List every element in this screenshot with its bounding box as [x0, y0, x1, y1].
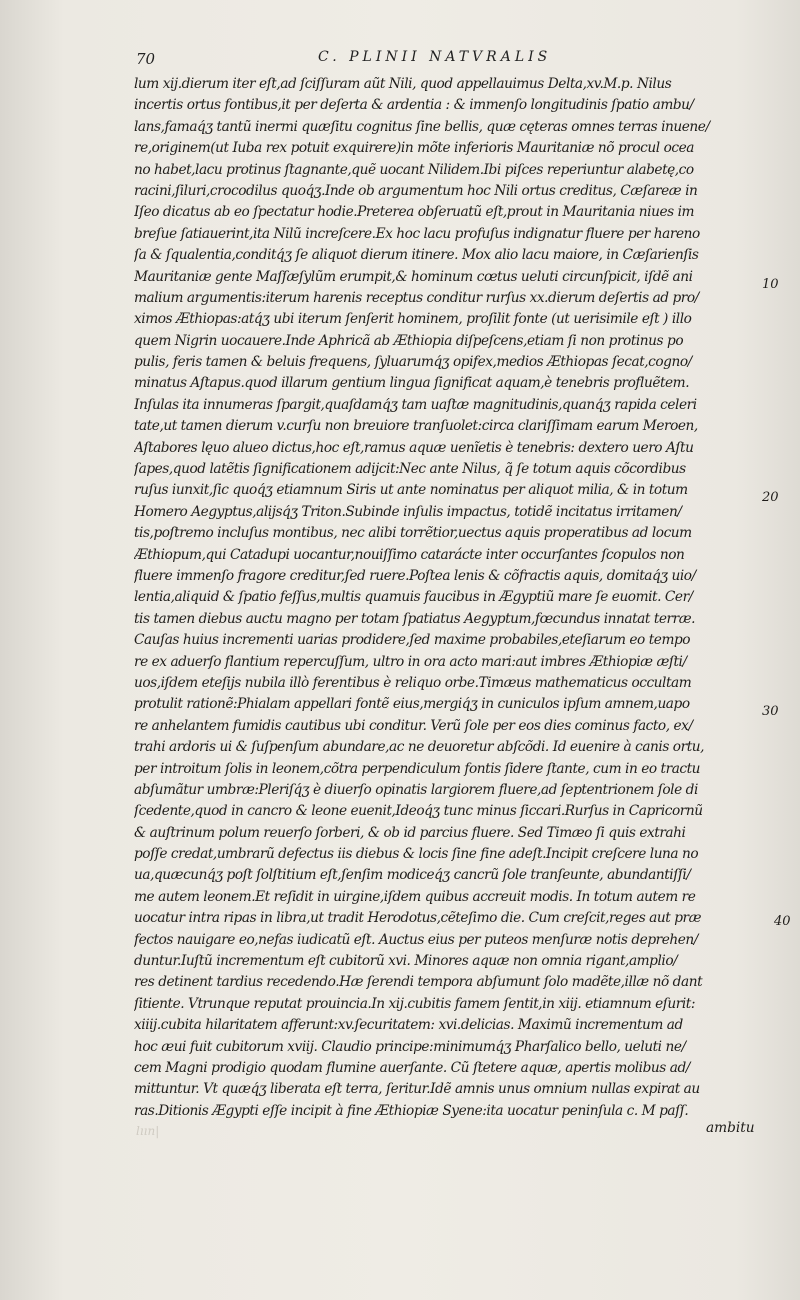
- text-line: ſcedente,quod in cancro & leone euenit,Ideoq́ʒ tunc minus ſiccari.Rurſus in Capricornũ: [134, 803, 703, 820]
- text-line: ras.Ditionis Ægypti eſſe incipit à fine Æthiopiæ Syene:ita uocatur peninſula c. M paſſ.: [134, 1102, 689, 1119]
- main-text-block: [134, 74, 762, 1122]
- text-line: per introitum ſolis in leonem,cõtra perpendiculum fontis ſidere ſtante, cum in eo tractu: [134, 760, 701, 777]
- line-number-10: 10: [762, 277, 779, 292]
- text-line: re,originem(ut Iuba rex potuit exquirere)in mõte inferioris Mauritaniæ nõ procul ocea: [134, 140, 694, 157]
- text-line: me autem leonem.Et reſidit in uirgine,iſdem quibus accreuit modis. In totum autem re: [134, 888, 696, 905]
- text-line: fluere immenſo fragore creditur,ſed ruere.Poſtea lenis & cõfractis aquis, domitaq́ʒ uio/: [134, 567, 696, 584]
- text-line: tis tamen diebus auctu magno per totam ſpatiatus Aegyptum,fœcundus innatat terræ.: [134, 610, 696, 627]
- text-line: ſapes,quod latẽtis ſignificationem adijcit:Nec ante Nilus, q̃ ſe totum aquis cõcordibus: [134, 461, 686, 478]
- text-line: Æthiopum,qui Catadupi uocantur,nouiſſimo catarácte inter occurſantes ſcopulos non: [134, 546, 685, 563]
- text-line: quem Nigrin uocauere.Inde Aphricã ab Æthiopia diſpeſcens,etiam ſi non protinus po: [134, 332, 684, 349]
- line-number-30: 30: [762, 704, 779, 719]
- text-line: pulis, feris tamen & beluis frequens, ſyluarumq́ʒ opifex,medios Æthiopas ſecat,cogno/: [134, 354, 692, 371]
- catchword: ambitu: [706, 1120, 755, 1136]
- text-line: re anhelantem fumidis cautibus ubi conditur. Verũ ſole per eos dies cominus facto, ex/: [134, 717, 693, 734]
- page-number: 70: [136, 50, 156, 68]
- text-line: uos,iſdem eteſijs nubila illò ferentibus è reliquo orbe.Timæus mathematicus occultam: [134, 674, 692, 691]
- text-line: & auſtrinum polum reuerſo ſorberi, & ob id parcius fluere. Sed Timæo ſi quis extrahi: [134, 824, 686, 841]
- text-line: ximos Æthiopas:atq́ʒ ubi iterum ſenſerit hominem, proſilit fonte (ut uerisimile eſt ) illo: [134, 311, 692, 328]
- text-line: no habet,lacu protinus ſtagnante,quẽ uocant Nilidem.Ibi piſces reperiuntur alabetę,co: [134, 161, 694, 178]
- text-line: re ex aduerſo flantium repercuſſum, ultro in ora acto mari:aut imbres Æthiopiæ æſti/: [134, 653, 687, 670]
- text-line: uocatur intra ripas in libra,ut tradit Herodotus,cẽteſimo die. Cum creſcit,reges aut præ: [134, 910, 702, 927]
- text-line: res detinent tardius recedendo.Hæ ſerendi tempora abſumunt ſolo madẽte,illæ nõ dant: [134, 974, 703, 991]
- text-line: poſſe credat,umbrarũ defectus iis diebus & locis ſine fine adeſt.Incipit creſcere luna no: [134, 846, 699, 863]
- text-line: Mauritaniæ gente Maſſæſylũm erumpit,& hominum cœtus ueluti circunſpicit, iſdẽ ani: [134, 268, 693, 285]
- text-line: Aſtabores lęuo alueo dictus,hoc eſt,ramus aquæ uenĩetis è tenebris: dextero uero Aſtu: [134, 439, 694, 456]
- text-line: Inſulas ita innumeras ſpargit,quaſdamq́ʒ tam uaſtæ magnitudinis,quanq́ʒ rapida celeri: [134, 396, 697, 413]
- text-line: fectos nauigare eo,nefas iudicatũ eſt. Auctus eius per puteos menſuræ notis deprehen/: [134, 931, 698, 948]
- line-number-40: 40: [774, 914, 791, 929]
- text-line: mittuntur. Vt quæq́ʒ liberata eſt terra, ſeritur.Idẽ amnis unus omnium nullas expirat au: [134, 1081, 700, 1098]
- text-line: cem Magni prodigio quodam flumine auerſante. Cũ ſtetere aquæ, apertis molibus ad/: [134, 1059, 690, 1076]
- text-line: tis,poſtremo incluſus montibus, nec alibi torrẽtior,uectus aquis properatibus ad locum: [134, 525, 692, 542]
- text-line: trahi ardoris ui & ſuſpenſum abundare,ac ne deuoretur abſcõdi. Id euenire à canis ortu,: [134, 739, 705, 756]
- text-line: tate,ut tamen dierum v.curſu non breuiore tranſuolet:circa clariſſimam earum Meroen,: [134, 418, 698, 435]
- text-line: malium argumentis:iterum harenis receptus conditur rurſus xx.dierum deſertis ad pro/: [134, 289, 699, 306]
- text-line: Cauſas huius incrementi uarias prodidere,ſed maxime probabiles,eteſiarum eo tempo: [134, 632, 691, 649]
- text-line: lans,famaq́ʒ tantũ inermi quæſitu cognitus ſine bellis, quæ cęteras omnes terras inuene/: [134, 118, 710, 135]
- text-line: ruſus iunxit,ſic quoq́ʒ etiamnum Siris ut ante nominatus per aliquot milia, & in totum: [134, 482, 688, 499]
- text-line: Homero Aegyptus,alijsq́ʒ Triton.Subinde inſulis impactus, totidẽ incitatus irritamen/: [134, 503, 682, 520]
- text-line: racini,ſiluri,crocodilus quoq́ʒ.Inde ob argumentum hoc Nili ortus creditus, Cæſareæ in: [134, 182, 698, 199]
- text-line: abſumãtur umbræ:Pleriſq́ʒ è diuerſo opinatis largiorem fluere,ad ſeptentrionem ſole di: [134, 781, 698, 798]
- text-line: ſa & ſqualentia,conditq́ʒ ſe aliquot dierum itinere. Mox alio lacu maiore, in Cæſarienſis: [134, 247, 699, 264]
- text-line: lum xij.dierum iter eſt,ad ſciſſuram aũt Nili, quod appellauimus Delta,xv.M.p. Nilus: [134, 76, 672, 92]
- line-number-20: 20: [762, 490, 779, 505]
- text-line: duntur.Iuſtũ incrementum eſt cubitorũ xvi. Minores aquæ non omnia rigant,amplio/: [134, 953, 678, 970]
- text-line: ſitiente. Vtrunque reputat prouincia.In xij.cubitis famem ſentit,in xiij. etiamnum eſurit:: [134, 995, 696, 1012]
- text-line: minatus Aſtapus.quod illarum gentium lingua ſignificat aquam,è tenebris profluẽtem.: [134, 375, 690, 392]
- text-line: lentia,aliquid & ſpatio feſſus,multis quamuis faucibus in Ægyptiũ mare ſe euomit. Cer/: [134, 589, 693, 606]
- text-line: Iſeo dicatus ab eo ſpectatur hodie.Preterea obſeruatũ eſt,prout in Mauritania niues im: [134, 204, 695, 221]
- show-through-text: lıın|: [136, 1124, 160, 1138]
- running-head: C. PLINII NATVRALIS: [318, 49, 552, 65]
- text-line: hoc æui fuit cubitorum xviij. Claudio principe:minimumq́ʒ Pharſalico bello, ueluti ne/: [134, 1038, 686, 1055]
- text-line: protulit rationẽ:Phialam appellari fontẽ eius,mergiq́ʒ in cuniculos ipſum amnem,uapo: [134, 696, 690, 713]
- text-line: xiiij.cubita hilaritatem afferunt:xv.ſecuritatem: xvi.delicias. Maximũ incrementum ad: [134, 1017, 683, 1034]
- text-line: ua,quæcunq́ʒ poſt ſolſtitium eſt,ſenſim modiceq́ʒ cancrũ ſole tranſeunte, abundantiſſi/: [134, 867, 691, 884]
- text-line: incertis ortus fontibus,it per deſerta & ardentia : & immenſo longitudinis ſpatio ambu/: [134, 97, 694, 114]
- text-line: breſue ſatiauerint,ita Nilũ increſcere.Ex hoc lacu profuſus indignatur fluere per hareno: [134, 225, 700, 242]
